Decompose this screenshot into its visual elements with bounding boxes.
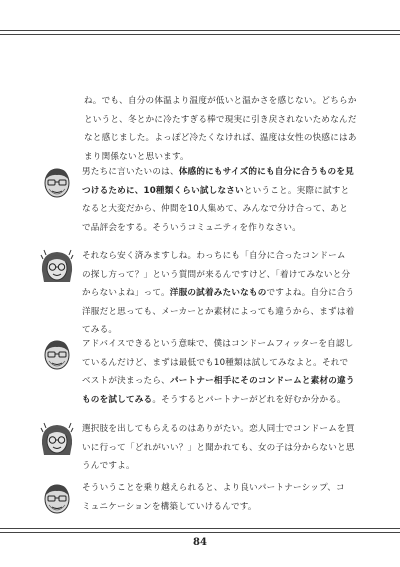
text-segment: 男たちに言いたいのは、 xyxy=(82,167,179,177)
text-segment: そういうことを乗り越えられると、より良いパートナーシップ、コ ミュニケーションを構築していけるんです。 xyxy=(82,483,345,512)
bold-text-segment: パートナー相手にそのコンドームと素材の違う ものを試してみる xyxy=(82,376,355,405)
man-with-glasses-avatar-icon xyxy=(40,481,74,515)
footer-rule-bottom xyxy=(0,532,400,533)
dialogue-text xyxy=(82,479,362,516)
text-segment: 選択肢を出してもらえるのはありがたい。恋人同士でコンドームを買 いに行って「どれがいい？」と聞かれても、女の子は分からないと思 うんですよ。 xyxy=(82,424,355,472)
text-segment: ですよね。自分に合う 洋服だと思っても、メーカーとか素材によっても違うから、まずは着 てみる。 xyxy=(82,288,355,336)
man-with-glasses-avatar-icon xyxy=(40,165,74,199)
dialogue-text xyxy=(82,163,362,237)
header-rule-top xyxy=(0,30,400,31)
page-number: 84 xyxy=(193,537,207,548)
text-segment: 。そうするとパートナーがどれを好むか分かる。 xyxy=(152,394,346,405)
dialogue-text xyxy=(82,420,362,476)
man-with-glasses-avatar-icon xyxy=(40,337,74,371)
text-segment: アドバイスできるという意味で、僕はコンドームフィッターを自認し ているんだけど、まずは最低でも10種類は試してみなよと。それで ベストが決まったら、 xyxy=(82,339,354,387)
header-rule-bottom xyxy=(0,34,400,35)
dialogue-text xyxy=(82,247,362,340)
intro-paragraph: ね。でも、自分の体温より温度が低いと温かさを感じない。どちらか というと、冬とかに冷たすぎる棒で現実に引き戻されないためなんだ なと感じました。よっぽど冷たくなければ、温度は女性の快感にはあ まり関係ないと思います。 xyxy=(84,96,357,162)
dialogue-text xyxy=(82,335,362,409)
woman-with-glasses-avatar-icon xyxy=(40,422,74,456)
text-segment: ということ。実際に試すと なると大変だから、仲間を10人集めて、みんなで分け合って、あと で品評会をする。そういうコミュニティを作りなさい。 xyxy=(82,185,350,233)
bold-text-segment: 体感的にもサイズ的にも自分に合うものを見 つけるために、10種類くらい試しなさい xyxy=(82,167,354,196)
footer-rule-top xyxy=(0,528,400,529)
woman-with-glasses-avatar-icon xyxy=(40,249,74,283)
bold-text-segment: 洋服の試着みたいなもの xyxy=(169,288,267,299)
text-segment: それなら安く済みますしね。わっちにも「自分に合ったコンドーム の探し方って？」という質問が来るんですけど、「着けてみないと分 からないよね」って。 xyxy=(82,251,351,299)
